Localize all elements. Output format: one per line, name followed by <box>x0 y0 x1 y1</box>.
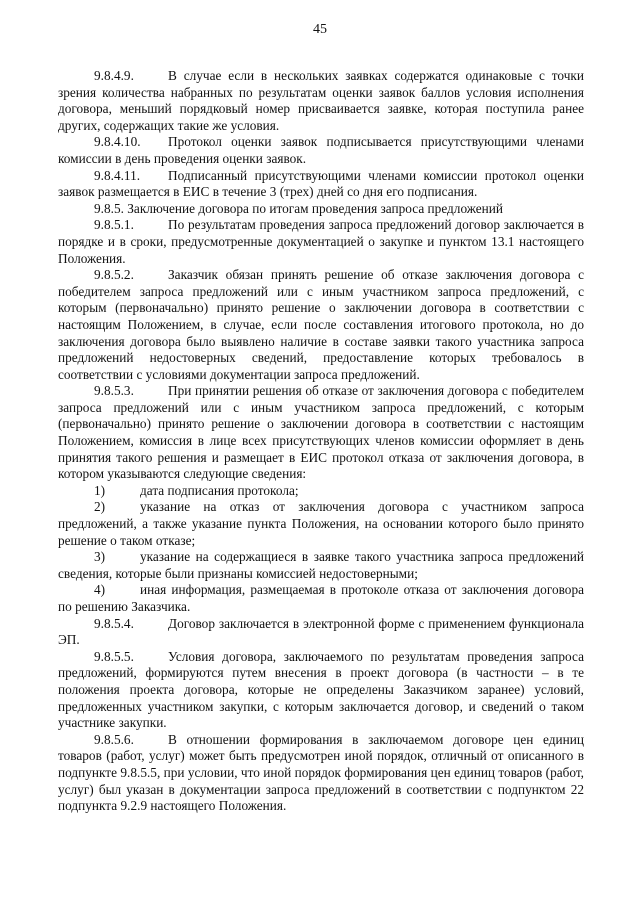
paragraph-9-8-5-1 <box>58 217 584 267</box>
clause-text: Подписанный присутствующими членами комиссии протокол оценки заявок размещается в ЕИС в течение 3 (трех) дней со дня его подписания. <box>58 167 584 200</box>
clause-number: 9.8.4.10. <box>94 134 141 150</box>
paragraph-9-8-4-11 <box>58 168 584 201</box>
clause-number: 9.8.5.6. <box>94 731 134 747</box>
document-body <box>58 68 584 815</box>
list-number: 2) <box>94 499 106 515</box>
list-number: 3) <box>94 549 106 565</box>
paragraph-9-8-5-2 <box>58 267 584 383</box>
clause-text: Протокол оценки заявок подписывается присутствующими членами комиссии в день проведения оценки заявок. <box>58 134 584 166</box>
clause-number: 9.8.4.11. <box>94 167 141 183</box>
clause-text: Заказчик обязан принять решение об отказе заключения договора с победителем запроса предложений или с иным участником запроса предложений, с которым (первоначально) принято решение о заключении договора в соответствии с настоящим Положением, в случае, если после составления итогового протокола, но до заключения договора было выявлено наличие в составе заявки такого участника запроса предложений недостоверных сведений, предоставление которых требовалось в соответствии с условиями документации запроса предложений. <box>58 267 584 382</box>
clause-number: 9.8.5.5. <box>94 648 134 664</box>
clause-number: 9.8.5.2. <box>94 267 134 283</box>
paragraph-9-8-5-4 <box>58 616 584 649</box>
list-number: 4) <box>94 582 106 598</box>
clause-text: В отношении формирования в заключаемом договоре цен единиц товаров (работ, услуг) может быть предусмотрен иной порядок, отличный от описанного в подпункте 9.8.5.5, при условии, что иной порядок формирования цен единиц товаров (работ, услуг) был указан в документации запроса предложений в соответствии с подпунктом 22 подпункта 9.2.9 настоящего Положения. <box>58 731 584 814</box>
list-text: указание на отказ от заключения договора с участником запроса предложений, а также указание пункта Положения, на основании которого было принято решение о таком отказе; <box>58 499 584 548</box>
paragraph-9-8-5-3 <box>58 383 584 483</box>
clause-text: Договор заключается в электронной форме с применением функционала ЭП. <box>58 615 584 648</box>
list-number: 1) <box>94 482 106 498</box>
paragraph-9-8-5-5 <box>58 649 584 732</box>
list-item <box>58 582 584 615</box>
clause-number: 9.8.4.9. <box>94 68 134 83</box>
list-text: иная информация, размещаемая в протоколе отказа от заключения договора по решению Заказчика. <box>58 582 584 614</box>
list-text: дата подписания протокола; <box>140 482 299 498</box>
section-heading-9-8-5 <box>58 201 584 218</box>
clause-text: Условия договора, заключаемого по результатам проведения запроса предложений, формируются путем внесения в проект договора (в частности – в те положения проекта договора, которые не определены Заказчиком заранее) условий, предложенных участником закупки, с которым заключается договор, и сведений о таком участнике закупки. <box>58 648 584 731</box>
clause-number: 9.8.5.3. <box>94 383 134 399</box>
paragraph-9-8-4-10 <box>58 134 584 167</box>
list-item <box>58 483 584 500</box>
clause-text: По результатам проведения запроса предложений договор заключается в порядке и в сроки, предусмотренные документацией о закупке и пунктом 13.1 настоящего Положения. <box>58 217 584 266</box>
page-number: 45 <box>313 22 327 37</box>
list-item <box>58 499 584 549</box>
clause-number: 9.8.5. <box>94 200 124 216</box>
list-item <box>58 549 584 582</box>
list-text: указание на содержащиеся в заявке такого участника запроса предложений сведения, которые были признаны комиссией недостоверными; <box>58 549 584 581</box>
clause-text: Заключение договора по итогам проведения запроса предложений <box>127 200 504 216</box>
paragraph-9-8-4-9 <box>58 68 584 134</box>
clause-number: 9.8.5.4. <box>94 615 134 631</box>
paragraph-9-8-5-6 <box>58 732 584 815</box>
clause-text: В случае если в нескольких заявках содержатся одинаковые с точки зрения количества набранных по результатам оценки заявок баллов условия исполнения договора, меньший порядковый номер присваивается заявке, которая поступила ранее других, содержащих такие же условия. <box>58 68 584 133</box>
clause-number: 9.8.5.1. <box>94 217 134 233</box>
clause-text: При принятии решения об отказе от заключения договора с победителем запроса предложений или с иным участником запроса предложений, с которым (первоначально) принято решение о заключении договора в соответствии с настоящим Положением, комиссия в лице всех присутствующих членов комиссии оформляет в день принятия такого решения и размещает в ЕИС протокол отказа от заключения договора, в котором указываются следующие сведения: <box>58 383 584 482</box>
